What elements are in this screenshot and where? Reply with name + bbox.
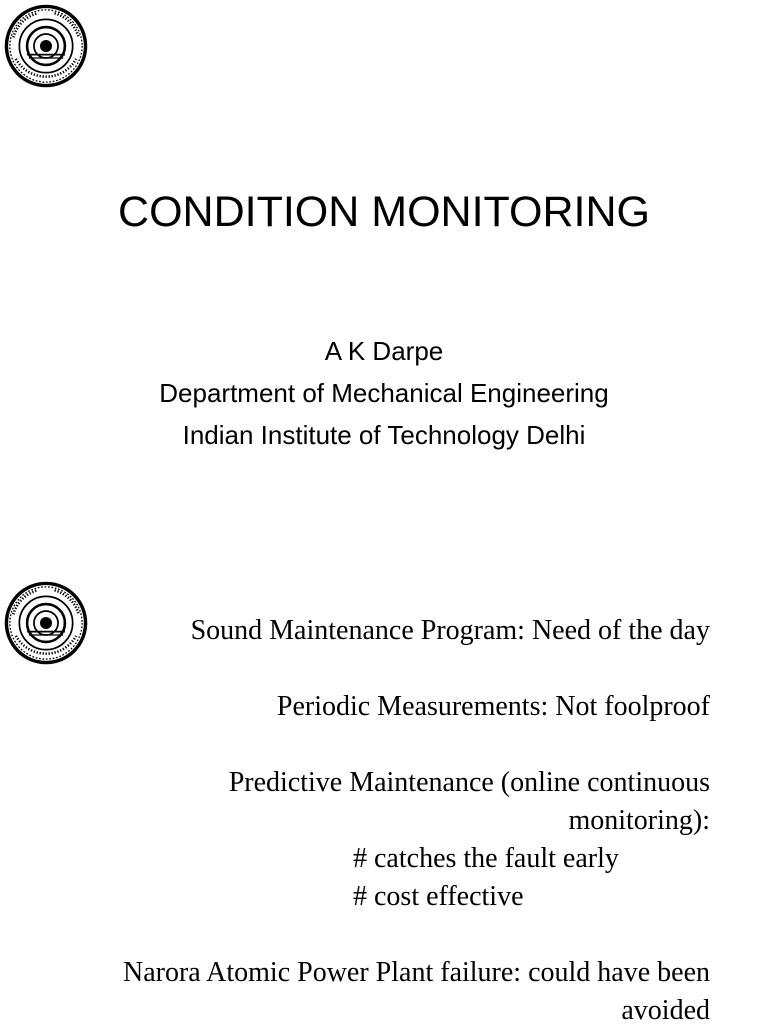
- point-sound-maintenance: Sound Maintenance Program: Need of the day: [190, 615, 710, 646]
- subpoint-fault-early: # catches the fault early: [353, 843, 619, 874]
- author-name: A K Darpe: [324, 336, 444, 366]
- content-slide: [0, 560, 768, 1024]
- bullet-points: [100, 612, 710, 1024]
- point-predictive-maintenance-text: Predictive Maintenance (online continuous monitoring):: [228, 767, 710, 836]
- subpoint-cost-effective: # cost effective: [353, 881, 524, 912]
- point-periodic-measurements: Periodic Measurements: Not foolproof: [276, 691, 710, 722]
- iit-delhi-seal-icon: [3, 580, 89, 666]
- author-block: [0, 330, 768, 456]
- slide-title: CONDITION MONITORING: [118, 188, 650, 236]
- institute-name: Indian Institute of Technology Delhi: [182, 420, 586, 450]
- department-name: Department of Mechanical Engineering: [159, 378, 609, 408]
- iit-delhi-seal-icon: [3, 3, 89, 89]
- point-predictive-maintenance: [100, 764, 710, 916]
- point-narora-failure: Narora Atomic Power Plant failure: could have been avoided: [122, 957, 710, 1024]
